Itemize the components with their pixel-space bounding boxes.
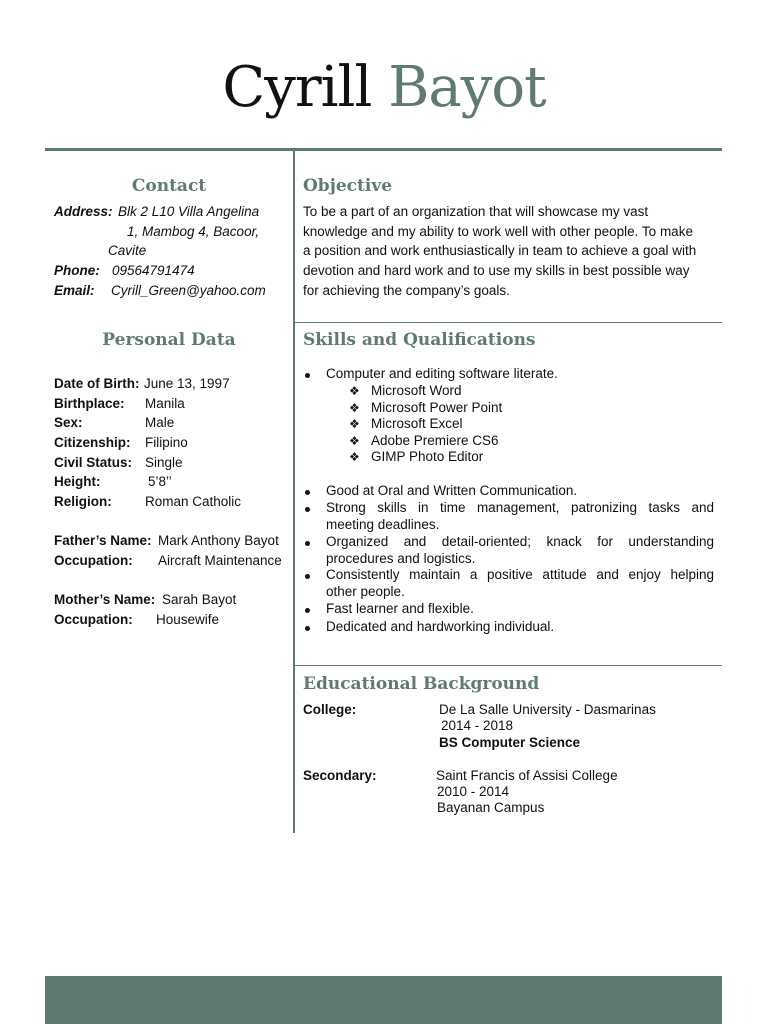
objective-line: a position and work enthusiastically in team to achieve a goal with [303,243,697,259]
mother-occupation-value: Housewife [156,612,220,627]
phone-value: 09564791474 [112,263,195,278]
address-label: Address: [54,204,113,219]
skill-software-intro: Computer and editing software literate. [326,366,558,381]
software-item: Adobe Premiere CS6 [371,433,499,448]
secondary-label: Secondary: [303,768,377,783]
personal-data-heading: Personal Data [102,330,236,350]
bullet-icon [305,608,310,613]
bullet-icon [305,490,310,495]
bullet-icon [305,541,310,546]
college-course: BS Computer Science [439,735,581,750]
education-divider [295,665,722,666]
height-value: 5’8’’ [148,474,172,489]
father-occupation-label: Occupation: [54,553,133,568]
skill-item-line: Strong skills in time management, patronizing tasks and [326,500,714,515]
college-school: De La Salle University - Dasmarinas [439,702,656,717]
diamond-bullet-icon: ❖ [349,434,360,448]
address-line-2: 1, Mambog 4, Bacoor, [127,224,260,239]
contact-heading: Contact [131,176,207,196]
civil-status-label: Civil Status: [54,455,133,470]
father-name-value: Mark Anthony Bayot [158,533,279,548]
skill-item: Good at Oral and Written Communication. [326,483,578,498]
skill-item-line: Consistently maintain a positive attitude and enjoy helping [326,567,714,582]
sex-label: Sex: [54,415,83,430]
college-years: 2014 - 2018 [441,718,514,733]
column-divider [293,151,295,833]
secondary-years: 2010 - 2014 [437,784,510,799]
father-occupation-value: Aircraft Maintenance [158,553,282,568]
skills-divider [295,322,722,323]
email-value: Cyrill_Green@yahoo.com [111,283,266,298]
diamond-bullet-icon: ❖ [349,401,360,415]
software-item: Microsoft Word [371,383,462,398]
objective-line: To be a part of an organization that will showcase my vast [303,204,649,219]
religion-label: Religion: [54,494,112,509]
objective-line: devotion and hard work and to use my skills in best possible way [303,263,690,279]
skills-heading: Skills and Qualifications [303,330,536,350]
secondary-school: Saint Francis of Assisi College [436,768,618,783]
email-label: Email: [54,283,95,298]
phone-label: Phone: [54,263,100,278]
skill-item [326,500,714,533]
skill-item [326,534,714,567]
secondary-campus: Bayanan Campus [437,800,545,815]
last-name: Bayot [388,55,546,120]
skill-item: Dedicated and hardworking individual. [326,619,555,634]
skill-item-line: procedures and logistics. [326,550,476,566]
address-line-3: Cavite [108,243,147,258]
objective-text [303,202,713,301]
dob-value: June 13, 1997 [144,376,230,391]
resume-name [0,54,768,122]
software-item: GIMP Photo Editor [371,449,484,464]
bullet-icon [305,574,310,579]
birthplace-label: Birthplace: [54,396,125,411]
diamond-bullet-icon: ❖ [349,450,360,464]
first-name: Cyrill [222,55,372,120]
height-label: Height: [54,474,101,489]
header-divider [45,148,722,151]
address-line-1: Blk 2 L10 Villa Angelina [118,204,260,219]
objective-line: knowledge and my ability to work well with other people. To make [303,223,693,239]
birthplace-value: Manila [145,396,185,411]
college-label: College: [303,702,357,717]
mother-occupation-label: Occupation: [54,612,133,627]
diamond-bullet-icon: ❖ [349,417,360,431]
software-item: Microsoft Excel [371,416,463,431]
citizenship-label: Citizenship: [54,435,131,450]
skill-item-line: other people. [326,583,405,599]
bullet-icon [305,507,310,512]
mother-name-value: Sarah Bayot [162,592,237,607]
bullet-icon [305,626,310,631]
sex-value: Male [145,415,175,430]
software-item: Microsoft Power Point [371,400,503,415]
mother-name-label: Mother’s Name: [54,592,156,607]
skill-item: Fast learner and flexible. [326,601,474,616]
footer-bar [45,976,722,1024]
skill-item-line: Organized and detail-oriented; knack for understanding [326,534,714,549]
objective-line: for achieving the company’s goals. [303,282,510,298]
education-heading: Educational Background [303,674,540,694]
religion-value: Roman Catholic [145,494,242,509]
civil-status-value: Single [145,455,183,470]
citizenship-value: Filipino [145,435,188,450]
skill-item [326,567,714,600]
skill-item-line: meeting deadlines. [326,516,440,532]
bullet-icon [305,373,310,378]
father-name-label: Father’s Name: [54,533,152,548]
diamond-bullet-icon: ❖ [349,384,360,398]
objective-heading: Objective [303,176,393,196]
dob-label: Date of Birth: [54,376,140,391]
